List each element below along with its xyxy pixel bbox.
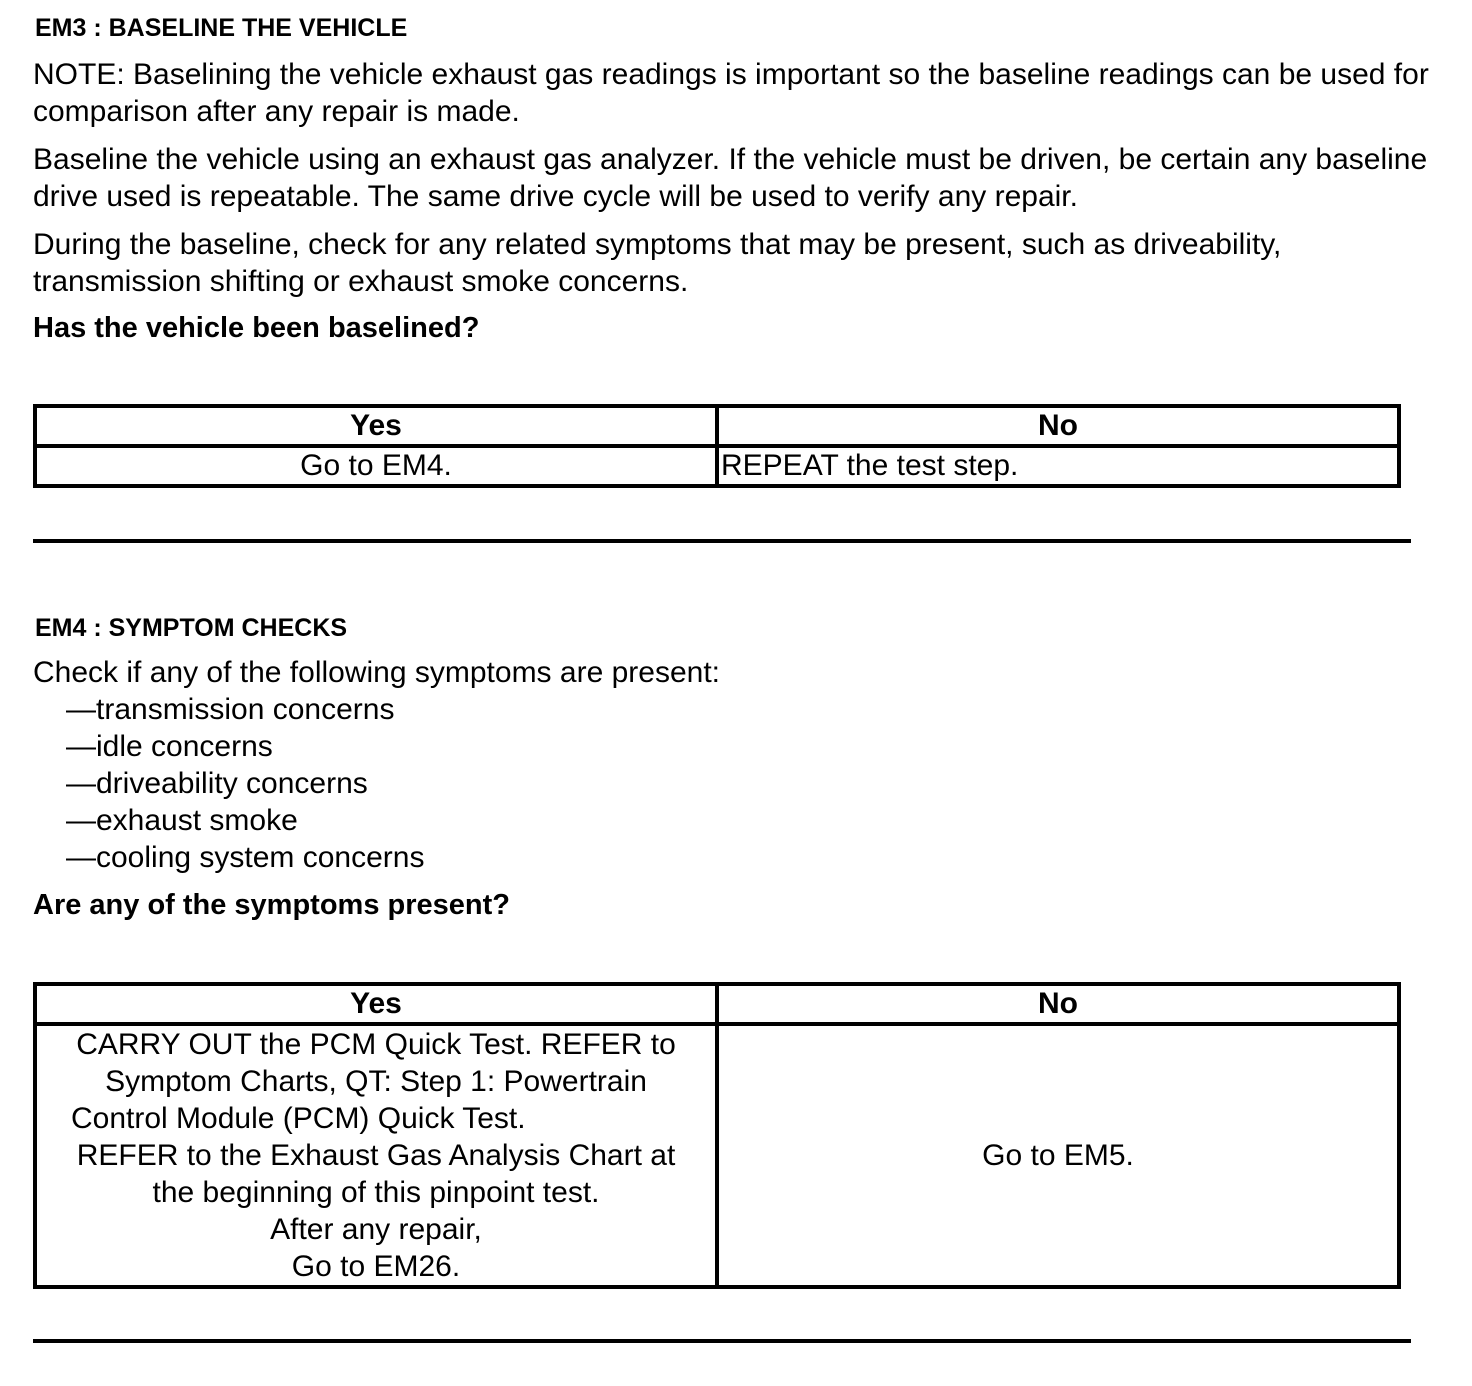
no-header: No bbox=[717, 406, 1399, 446]
em4-question: Are any of the symptoms present? bbox=[33, 889, 510, 921]
em3-instruction: Baseline the vehicle using an exhaust gas analyzer. If the vehicle must be driven, be certain any baseline drive used is repeatable. The same drive cycle will be used to verify any repair. bbox=[33, 143, 1428, 213]
yes-header: Yes bbox=[35, 406, 717, 446]
section-divider bbox=[33, 1339, 1411, 1343]
symptom-list bbox=[66, 691, 424, 876]
list-item: —idle concerns bbox=[66, 730, 273, 763]
cell-line: the beginning of this pinpoint test. bbox=[152, 1176, 600, 1209]
em3-result-table bbox=[33, 404, 1401, 488]
list-item: —cooling system concerns bbox=[66, 841, 425, 874]
cell-line: REFER to the Exhaust Gas Analysis Chart at bbox=[76, 1139, 676, 1172]
em4-result-table bbox=[33, 982, 1401, 1289]
em4-intro: Check if any of the following symptoms are present: bbox=[33, 656, 720, 689]
cell-line: Symptom Charts, QT: Step 1: Powertrain bbox=[105, 1065, 647, 1098]
em4-no-action: Go to EM5. bbox=[717, 1024, 1399, 1287]
em3-no-action: REPEAT the test step. bbox=[717, 446, 1399, 486]
list-item: —exhaust smoke bbox=[66, 804, 298, 837]
cell-line: CARRY OUT the PCM Quick Test. REFER to bbox=[76, 1028, 676, 1061]
list-item: —transmission concerns bbox=[66, 693, 395, 726]
list-item: —driveability concerns bbox=[66, 767, 368, 800]
em3-baseline-check: During the baseline, check for any related symptoms that may be present, such as driveability, transmission shifting or exhaust smoke concerns. bbox=[33, 228, 1282, 298]
cell-line: Go to EM26. bbox=[291, 1250, 461, 1283]
yes-header: Yes bbox=[35, 984, 717, 1024]
em4-yes-action bbox=[35, 1024, 717, 1287]
em3-yes-action: Go to EM4. bbox=[35, 446, 717, 486]
em4-heading: EM4 : SYMPTOM CHECKS bbox=[35, 614, 348, 642]
no-header: No bbox=[717, 984, 1399, 1024]
em3-heading: EM3 : BASELINE THE VEHICLE bbox=[35, 14, 408, 42]
section-divider bbox=[33, 539, 1411, 543]
cell-line: Control Module (PCM) Quick Test. bbox=[71, 1102, 526, 1135]
cell-line: After any repair, bbox=[270, 1213, 482, 1246]
em3-question: Has the vehicle been baselined? bbox=[33, 312, 480, 344]
em3-note: NOTE: Baselining the vehicle exhaust gas readings is important so the baseline readings can be used for comparison after any repair is made. bbox=[33, 58, 1429, 128]
